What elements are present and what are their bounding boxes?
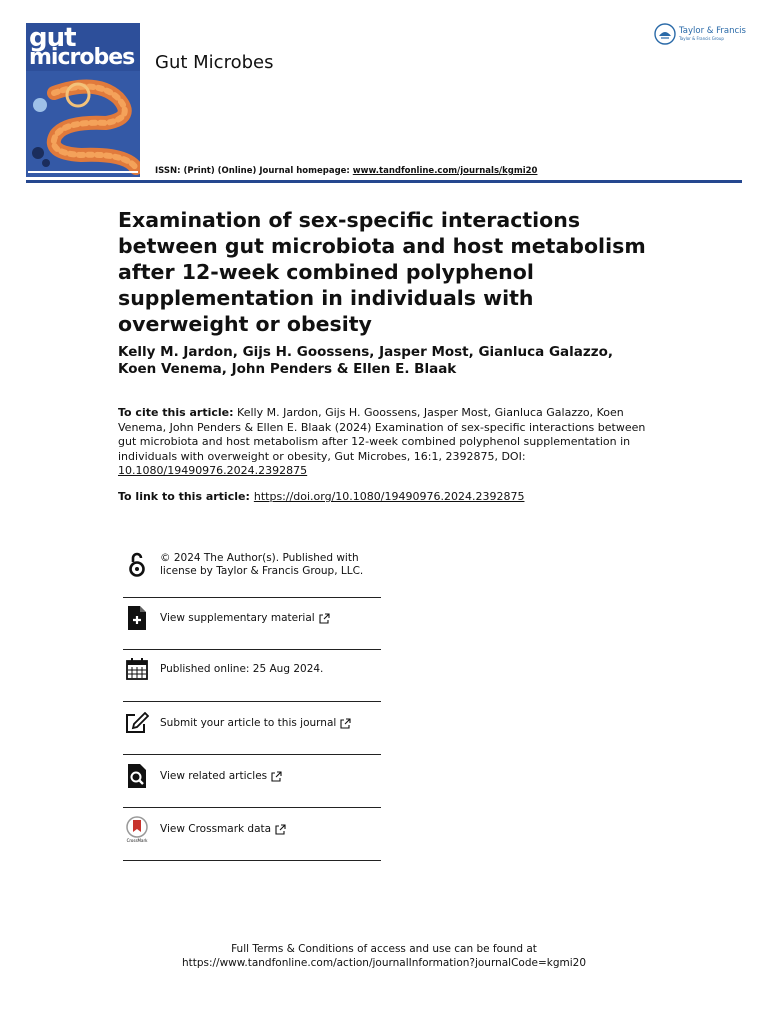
crossmark-row[interactable] — [123, 815, 381, 843]
issn-line — [155, 166, 537, 176]
cite-text: Kelly M. Jardon, Gijs H. Goossens, Jasper Most, Gianluca Galazzo, Koen Venema, John Penders & Ellen E. Blaak (2024) Examination of sex-specific interactions between gut microbiota and host metabolism after 12-week combined polyphenol supplementation in individuals with overweight or obesity, Gut Microbes, 16:1, 2392875, DOI: — [118, 406, 646, 463]
info-divider — [123, 754, 381, 755]
article-doi-link[interactable]: https://doi.org/10.1080/19490976.2024.2392875 — [253, 490, 525, 503]
cite-doi-link[interactable]: 10.1080/19490976.2024.2392875 — [118, 464, 308, 477]
external-link-icon — [340, 718, 351, 729]
supplementary-row[interactable] — [123, 604, 381, 632]
open-access-text: © 2024 The Author(s). Published with license by Taylor & Francis Group, LLC. — [160, 552, 364, 577]
related-row[interactable] — [123, 762, 381, 790]
info-divider — [123, 860, 381, 861]
crossmark-icon — [123, 815, 151, 843]
link-label: To link to this article: — [118, 490, 250, 503]
article-link-line — [118, 490, 658, 504]
published-date: Published online: 25 Aug 2024. — [160, 662, 324, 675]
cover-illustration — [26, 23, 140, 177]
calendar-icon — [123, 655, 151, 683]
submit-link[interactable]: Submit your article to this journal — [160, 716, 337, 729]
crossmark-link[interactable]: View Crossmark data — [160, 822, 272, 835]
journal-cover-image — [26, 23, 140, 177]
issn-label: ISSN: (Print) (Online) Journal homepage: — [155, 166, 353, 176]
cover-title-gut: gut — [29, 23, 76, 53]
edit-icon — [123, 709, 151, 737]
published-row — [123, 655, 381, 683]
info-divider — [123, 649, 381, 650]
supplementary-file-icon — [123, 604, 151, 632]
related-articles-icon — [123, 762, 151, 790]
info-divider — [123, 701, 381, 702]
article-authors: Kelly M. Jardon, Gijs H. Goossens, Jasper Most, Gianluca Galazzo, Koen Venema, John Penders & Ellen E. Blaak — [118, 344, 613, 377]
external-link-icon — [271, 771, 282, 782]
header-divider — [26, 180, 742, 183]
cite-label: To cite this article: — [118, 406, 234, 419]
related-link[interactable]: View related articles — [160, 769, 268, 782]
publisher-logo[interactable] — [654, 22, 746, 46]
taylor-francis-icon — [654, 23, 676, 45]
journal-homepage-link[interactable]: www.tandfonline.com/journals/kgmi20 — [352, 166, 538, 176]
cover-title-microbes: microbes — [29, 45, 135, 70]
open-access-icon — [123, 551, 151, 579]
external-link-icon — [275, 824, 286, 835]
footer-terms — [0, 942, 768, 970]
footer-terms-link[interactable]: https://www.tandfonline.com/action/journalInformation?journalCode=kgmi20 — [181, 957, 587, 969]
submit-row[interactable] — [123, 709, 381, 737]
crossmark-logo-text: CrossMark — [126, 837, 148, 843]
open-access-row — [123, 551, 381, 579]
publisher-subname: Taylor & Francis Group — [679, 35, 724, 41]
journal-name: Gut Microbes — [155, 52, 274, 73]
supplementary-link[interactable]: View supplementary material — [160, 611, 315, 624]
info-divider — [123, 597, 381, 598]
info-divider — [123, 807, 381, 808]
footer-line-1: Full Terms & Conditions of access and use can be found at — [231, 943, 537, 955]
article-title: Examination of sex-specific interactions between gut microbiota and host metabolism after 12-week combined polyphenol supplementation in individuals with overweight or obesity — [118, 208, 646, 336]
citation-block — [118, 406, 658, 479]
external-link-icon — [319, 613, 330, 624]
publisher-name: Taylor & Francis — [679, 26, 746, 37]
